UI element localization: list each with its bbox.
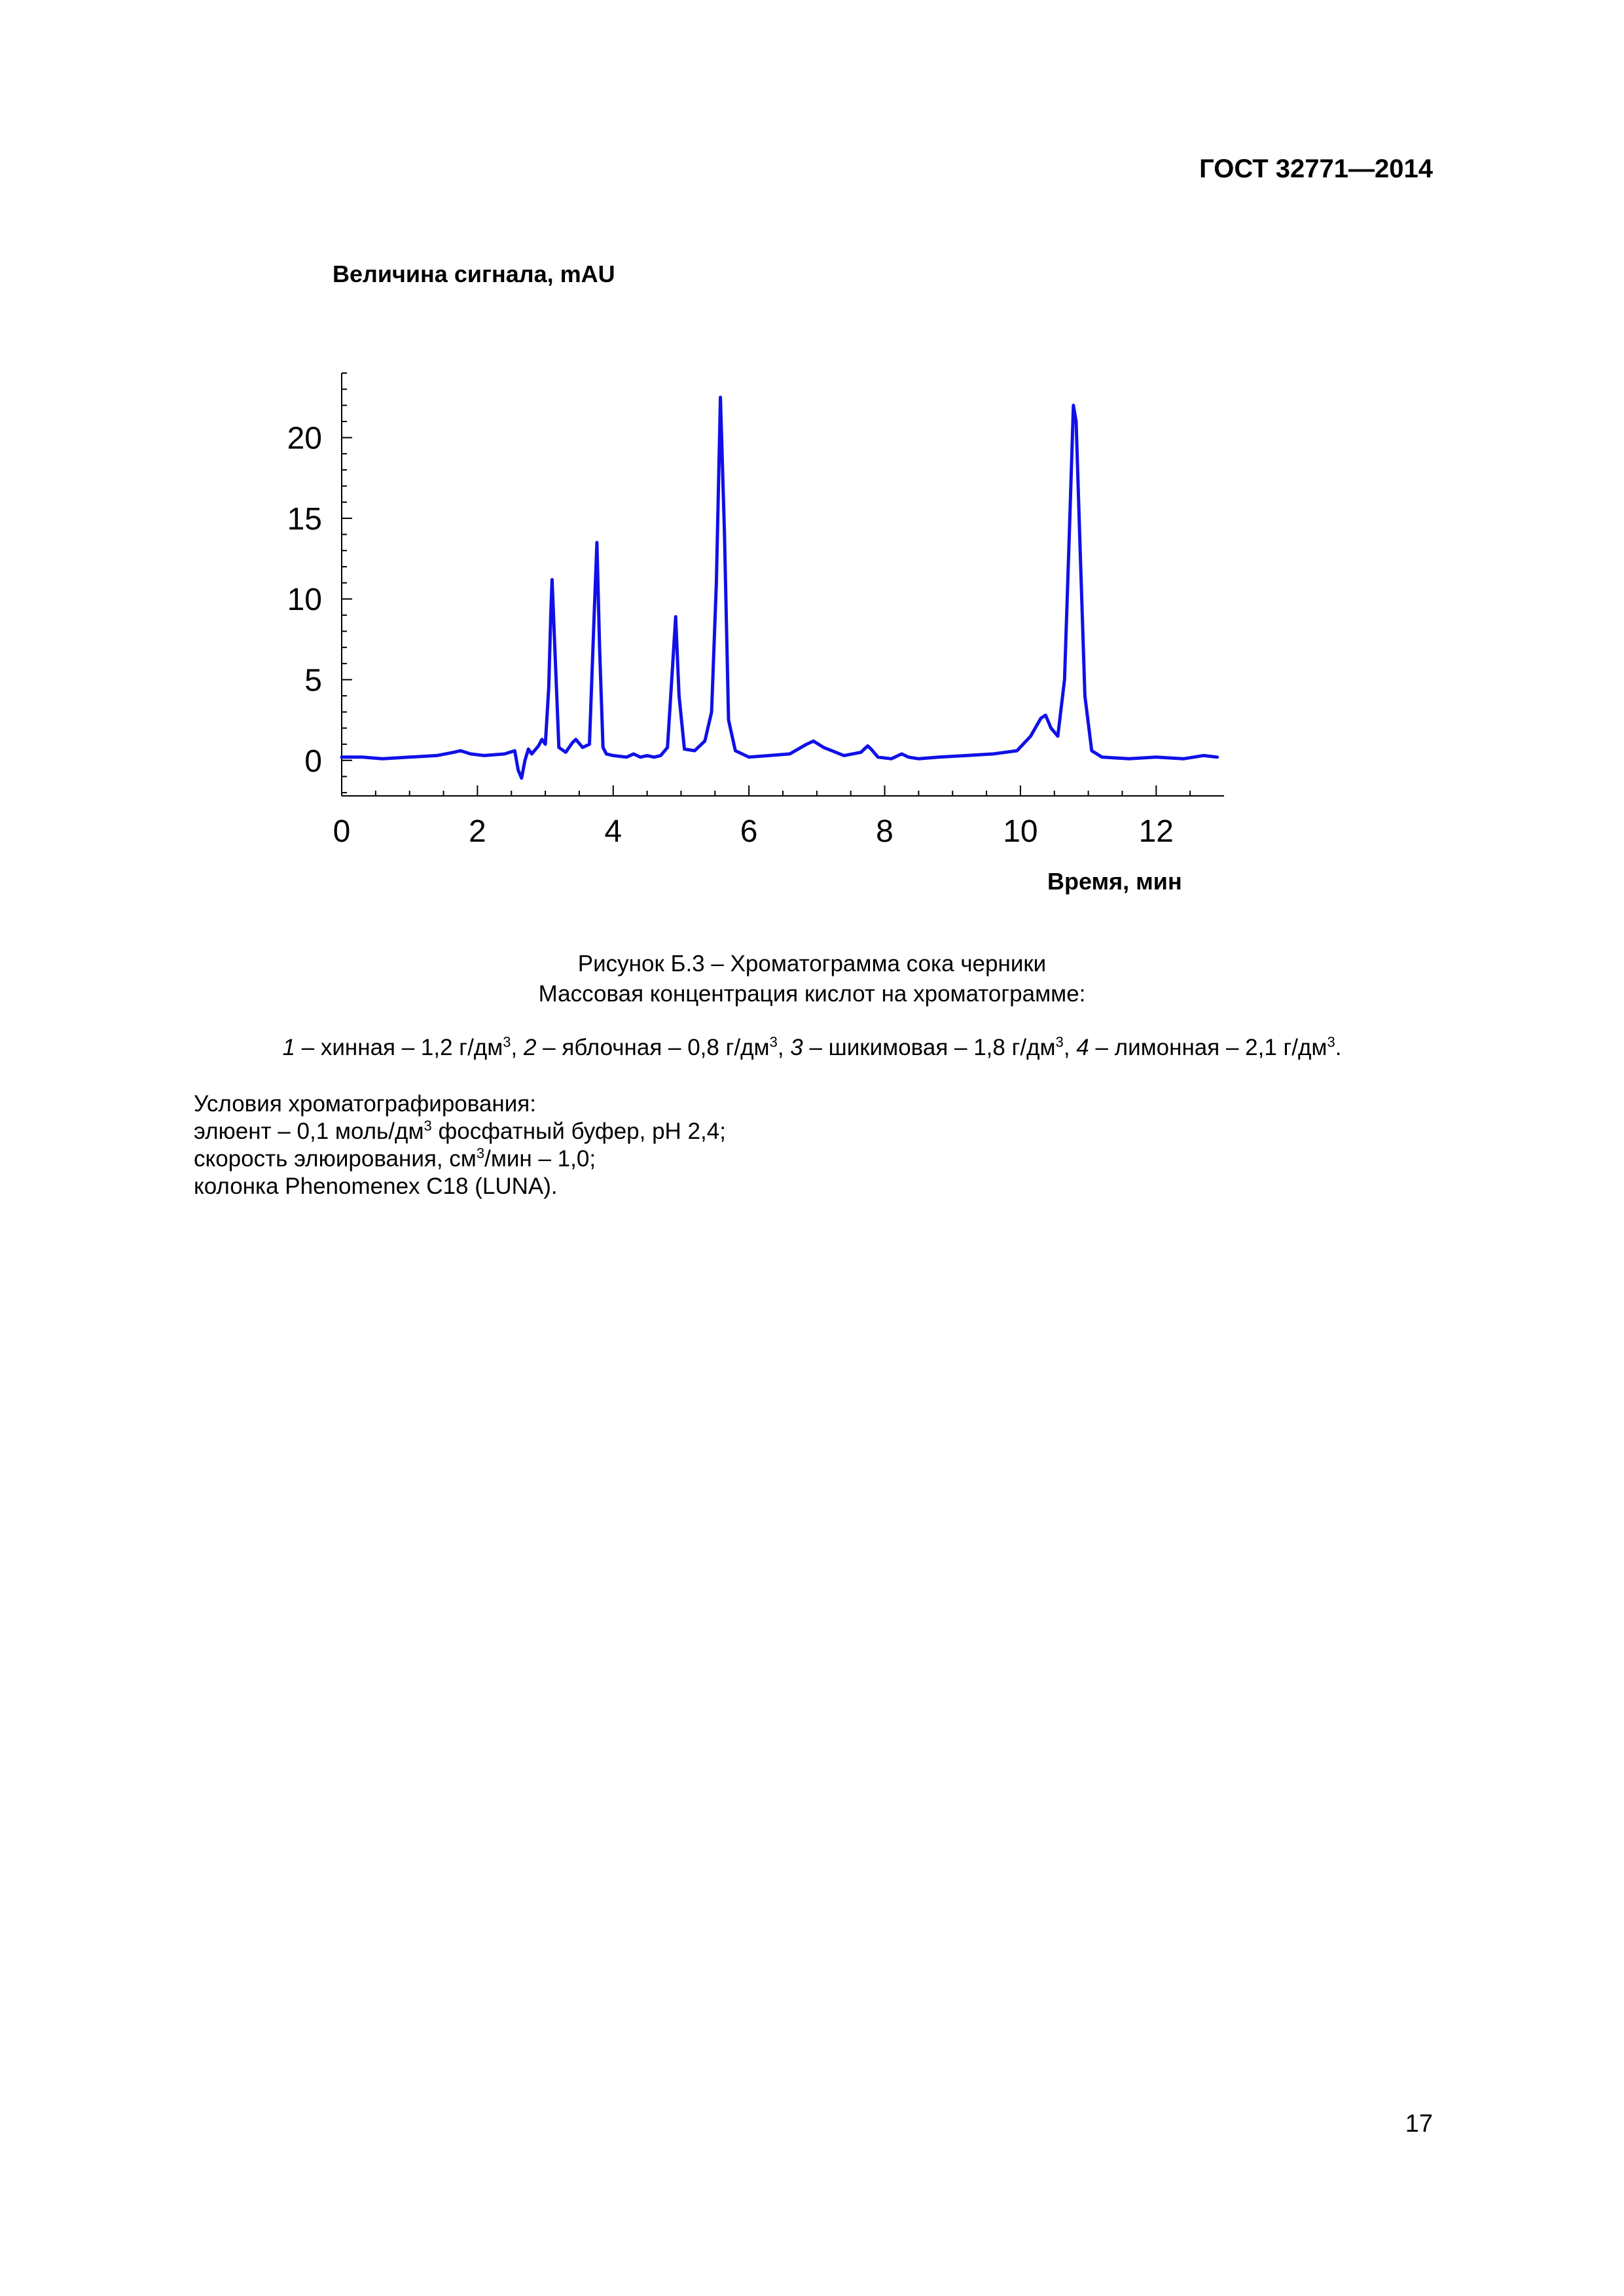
legend-item — [283, 1035, 524, 1060]
conditions-rate — [194, 1145, 726, 1173]
chart-svg — [0, 0, 1624, 929]
y-tick-label: 15 — [287, 501, 322, 537]
page-header: ГОСТ 32771—2014 — [1199, 154, 1433, 183]
rate-text-end: /мин – 1,0; — [484, 1146, 596, 1172]
series-line — [342, 397, 1218, 778]
legend-item — [790, 1035, 1076, 1060]
legend-separator: , — [777, 1035, 791, 1060]
superscript: 3 — [1055, 1033, 1064, 1050]
y-tick-label: 20 — [287, 421, 322, 456]
x-tick-label: 8 — [876, 814, 893, 849]
legend-separator: , — [511, 1035, 524, 1060]
x-ticks — [333, 814, 1174, 849]
x-tick-label: 6 — [740, 814, 758, 849]
y-tick-label: 5 — [304, 663, 322, 698]
x-tick-label: 10 — [1003, 814, 1038, 849]
chromatography-conditions — [194, 1090, 726, 1200]
conditions-eluent — [194, 1118, 726, 1145]
eluent-text-end: фосфатный буфер, pH 2,4; — [431, 1119, 726, 1144]
x-tick-label: 4 — [604, 814, 623, 849]
chromatogram-chart — [0, 0, 1624, 929]
figure-subtitle: Массовая концентрация кислот на хроматограмме: — [538, 981, 1086, 1007]
superscript: 3 — [476, 1145, 485, 1162]
eluent-text: элюент – 0,1 моль/дм — [194, 1119, 424, 1144]
y-tick-label: 0 — [304, 744, 322, 779]
superscript: 3 — [424, 1117, 432, 1134]
x-axis-title: Время, мин — [1047, 868, 1182, 895]
y-axis-title: Величина сигнала, mAU — [333, 260, 615, 287]
legend-separator: . — [1335, 1035, 1342, 1060]
figure-caption — [0, 949, 1624, 1009]
rate-text: скорость элюирования, см — [194, 1146, 477, 1172]
legend-text: – лимонная – 2,1 г/дм — [1089, 1035, 1327, 1060]
superscript: 3 — [1327, 1033, 1335, 1050]
legend-item — [524, 1035, 790, 1060]
legend-number: 3 — [790, 1035, 803, 1060]
conditions-column: колонка Phenomenex C18 (LUNA). — [194, 1174, 558, 1199]
chart-axes — [342, 373, 1224, 796]
x-tick-label: 2 — [469, 814, 486, 849]
superscript: 3 — [503, 1033, 511, 1050]
legend-separator: , — [1063, 1035, 1077, 1060]
y-ticks — [287, 422, 322, 779]
legend-number: 1 — [282, 1035, 295, 1060]
y-tick-label: 10 — [287, 583, 322, 618]
legend-text: – яблочная – 0,8 г/дм — [536, 1035, 770, 1060]
legend-text: – шикимовая – 1,8 г/дм — [803, 1035, 1056, 1060]
superscript: 3 — [769, 1033, 778, 1050]
x-tick-label: 12 — [1138, 814, 1174, 849]
conditions-title: Условия хроматографирования: — [194, 1091, 536, 1117]
legend-number: 2 — [523, 1035, 537, 1060]
legend-number: 4 — [1076, 1035, 1089, 1060]
figure-title: Рисунок Б.3 – Хроматограмма сока черники — [577, 951, 1047, 977]
x-tick-label: 0 — [333, 814, 351, 849]
page-number: 17 — [1405, 2110, 1433, 2138]
acid-legend — [0, 1033, 1624, 1063]
minor-ticks — [342, 373, 1190, 796]
legend-text: – хинная – 1,2 г/дм — [295, 1035, 503, 1060]
legend-item — [1076, 1035, 1341, 1060]
